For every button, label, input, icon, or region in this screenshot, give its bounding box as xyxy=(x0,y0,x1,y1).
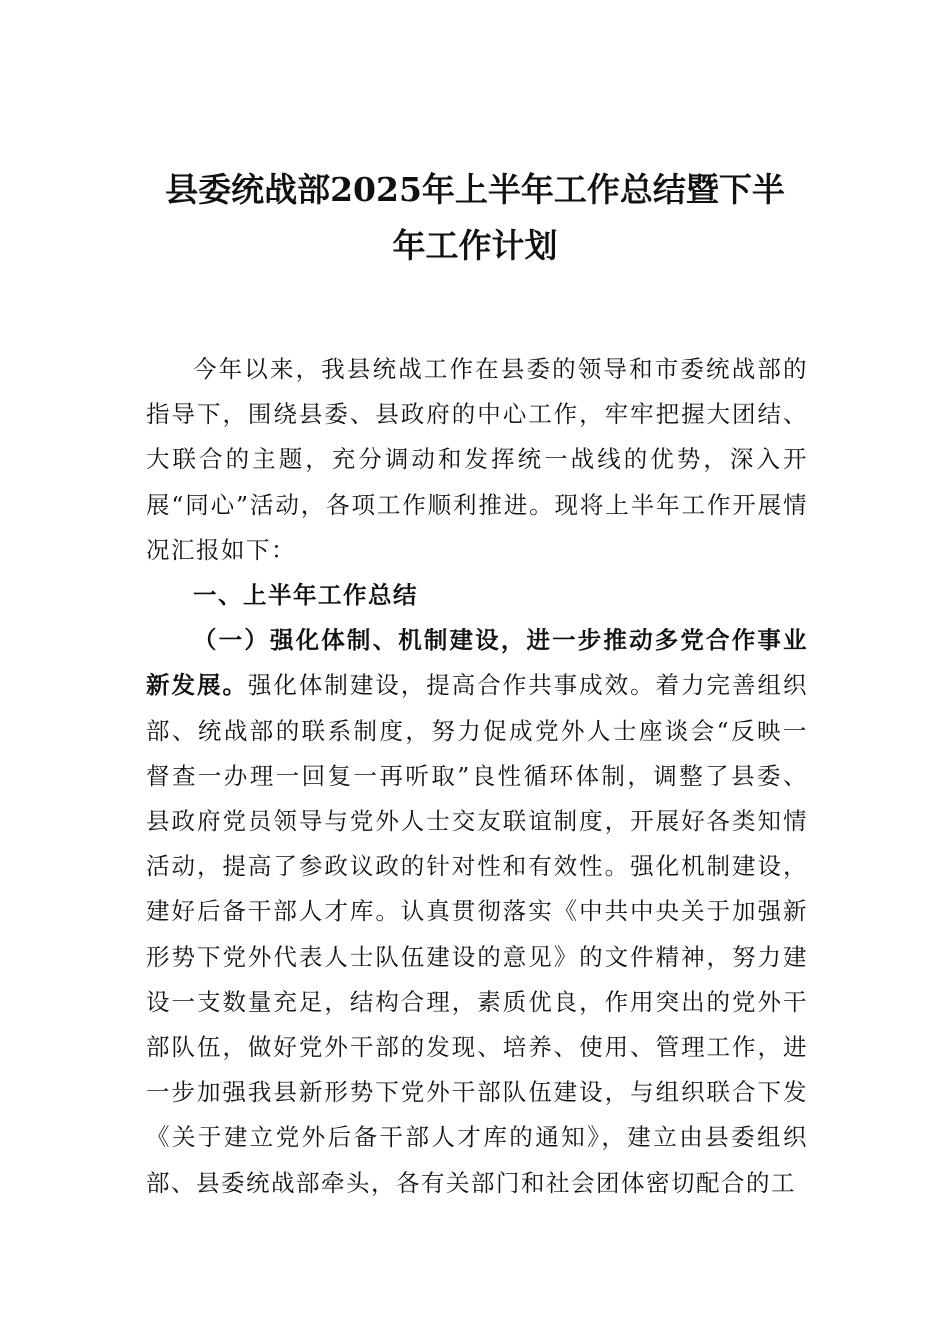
subsection-paragraph xyxy=(146,618,808,1206)
intro-paragraph: 今年以来，我县统战工作在县委的领导和市委统战部的指导下，围绕县委、县政府的中心工作，牢牢把握大团结、大联合的主题，充分调动和发挥统一战线的优势，深入开展“同心”活动，各项工作顺利推进。现将上半年工作开展情况汇报如下： xyxy=(146,355,808,564)
document-title xyxy=(120,162,830,274)
title-line-2: 年工作计划 xyxy=(392,226,558,265)
subsection-body: 强化体制建设，提高合作共事成效。着力完善组织部、统战部的联系制度，努力促成党外人士座谈会“反映一督查一办理一回复一再听取”良性循环体制，调整了县委、县政府党员领导与党外人士交友联谊制度，开展好各类知情活动，提高了参政议政的针对性和有效性。强化机制建设，建好后备干部人才库。认真贯彻落实《中共中央关于加强新形势下党外代表人士队伍建设的意见》的文件精神，努力建设一支数量充足，结构合理，素质优良，作用突出的党外干部队伍，做好党外干部的发现、培养、使用、管理工作，进一步加强我县新形势下党外干部队伍建设，与组织联合下发《关于建立党外后备干部人才库的通知》，建立由县委组织部、县委统战部牵头，各有关部门和社会团体密切配合的工 xyxy=(146,671,809,1197)
document-body xyxy=(146,347,808,1206)
subsection-heading: （一）强化体制、机制建设，进一步推动多党合作事业新发展。 xyxy=(146,626,808,700)
title-line-1: 县委统战部2025年上半年工作总结暨下半 xyxy=(165,170,785,209)
section-heading: 一、上半年工作总结 xyxy=(193,581,418,610)
